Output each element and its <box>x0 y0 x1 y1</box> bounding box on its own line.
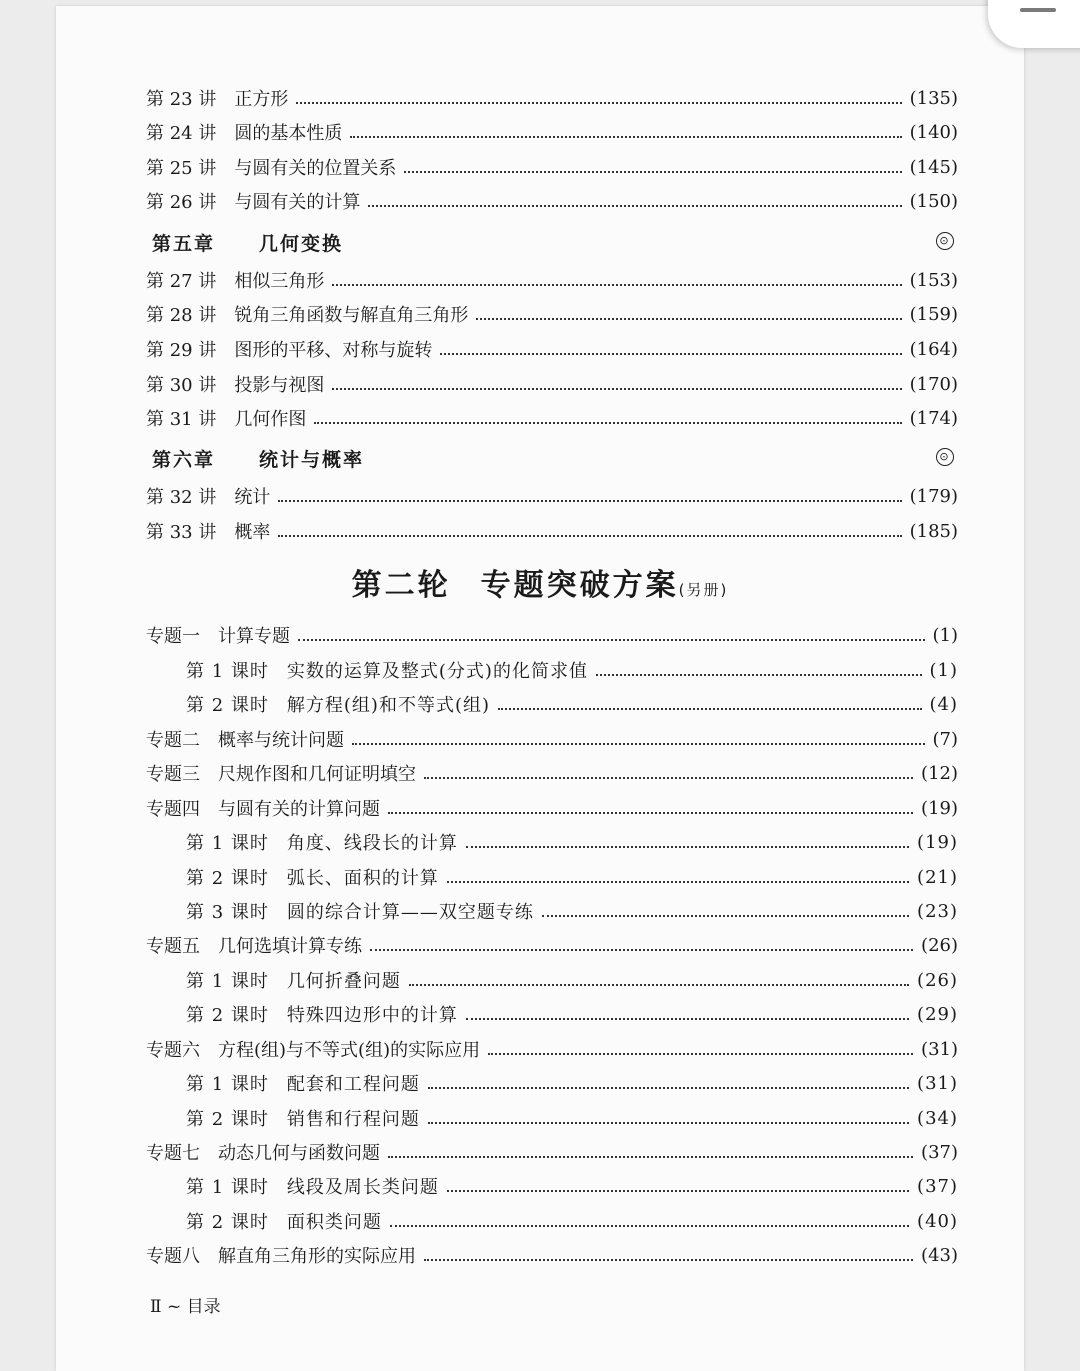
toc-entry[interactable]: 第 26 讲 与圆有关的计算 (150) <box>146 190 958 213</box>
dot-leader <box>390 1225 909 1227</box>
dot-leader <box>332 388 901 390</box>
toc-topic[interactable]: 专题五 几何选填计算专练 (26) <box>146 934 958 957</box>
dot-leader <box>368 205 901 207</box>
dot-leader <box>498 708 922 710</box>
toc-subentry[interactable]: 第 2 课时 弧长、面积的计算 (21) <box>186 866 958 889</box>
toc-entry[interactable]: 第 30 讲 投影与视图 (170) <box>146 373 958 396</box>
dot-leader <box>447 1190 909 1192</box>
dot-leader <box>428 1122 909 1124</box>
dot-leader <box>476 318 901 320</box>
toc-entry[interactable]: 第 31 讲 几何作图 (174) <box>146 407 958 430</box>
dot-leader <box>388 1156 913 1158</box>
toc-topic[interactable]: 专题一 计算专题 (1) <box>146 624 958 647</box>
page-footer: Ⅱ ~ 目录 <box>150 1297 221 1317</box>
toc-subentry[interactable]: 第 3 课时 圆的综合计算——双空题专练 (23) <box>186 900 958 923</box>
dot-leader <box>350 136 901 138</box>
dot-leader <box>424 777 913 779</box>
dot-leader <box>488 1053 913 1055</box>
toc-topic[interactable]: 专题七 动态几何与函数问题 (37) <box>146 1141 958 1164</box>
dot-leader <box>352 743 925 745</box>
dot-leader <box>404 171 901 173</box>
toc-subentry[interactable]: 第 1 课时 实数的运算及整式(分式)的化简求值 (1) <box>186 659 958 682</box>
dot-leader <box>424 1259 913 1261</box>
toc-entry[interactable]: 第 28 讲 锐角三角函数与解直角三角形 (159) <box>146 303 958 326</box>
menu-icon <box>1020 8 1056 12</box>
dot-leader <box>428 1087 909 1089</box>
toc-topic[interactable]: 专题四 与圆有关的计算问题 (19) <box>146 797 958 820</box>
toc-entry[interactable]: 第 23 讲 正方形 (135) <box>146 87 958 110</box>
dot-leader <box>440 353 901 355</box>
toc-topic[interactable]: 专题二 概率与统计问题 (7) <box>146 728 958 751</box>
toc-entry[interactable]: 第 29 讲 图形的平移、对称与旋转 (164) <box>146 338 958 361</box>
toc-subentry[interactable]: 第 1 课时 角度、线段长的计算 (19) <box>186 831 958 854</box>
dot-leader <box>409 984 909 986</box>
dot-leader <box>466 1018 909 1020</box>
chapter-badge-icon: ⊙ <box>936 232 954 250</box>
dot-leader <box>388 812 913 814</box>
menu-button[interactable] <box>988 0 1080 48</box>
dot-leader <box>296 102 901 104</box>
toc-subentry[interactable]: 第 2 课时 销售和行程问题 (34) <box>186 1107 958 1130</box>
section-heading: 第二轮 专题突破方案(另册) <box>351 568 729 603</box>
dot-leader <box>278 535 901 537</box>
toc-subentry[interactable]: 第 2 课时 解方程(组)和不等式(组) (4) <box>186 693 958 716</box>
toc-subentry[interactable]: 第 1 课时 线段及周长类问题 (37) <box>186 1175 958 1198</box>
dot-leader <box>332 284 901 286</box>
chapter-heading: 第五章 几何变换 ⊙ <box>152 225 952 259</box>
toc-entry[interactable]: 第 24 讲 圆的基本性质 (140) <box>146 121 958 144</box>
toc-topic[interactable]: 专题八 解直角三角形的实际应用 (43) <box>146 1244 958 1267</box>
dot-leader <box>314 422 901 424</box>
dot-leader <box>370 949 913 951</box>
dot-leader <box>466 846 909 848</box>
chapter-heading: 第六章 统计与概率 ⊙ <box>152 441 952 475</box>
toc-topic[interactable]: 专题六 方程(组)与不等式(组)的实际应用 (31) <box>146 1038 958 1061</box>
toc-entry[interactable]: 第 27 讲 相似三角形 (153) <box>146 269 958 292</box>
toc-subentry[interactable]: 第 2 课时 特殊四边形中的计算 (29) <box>186 1003 958 1026</box>
toc-subentry[interactable]: 第 1 课时 几何折叠问题 (26) <box>186 969 958 992</box>
toc-entry[interactable]: 第 32 讲 统计 (179) <box>146 485 958 508</box>
dot-leader <box>298 639 925 641</box>
toc-entry[interactable]: 第 25 讲 与圆有关的位置关系 (145) <box>146 156 958 179</box>
dot-leader <box>596 674 922 676</box>
toc-entry[interactable]: 第 33 讲 概率 (185) <box>146 520 958 543</box>
toc-subentry[interactable]: 第 1 课时 配套和工程问题 (31) <box>186 1072 958 1095</box>
toc-subentry[interactable]: 第 2 课时 面积类问题 (40) <box>186 1210 958 1233</box>
dot-leader <box>278 500 901 502</box>
toc-topic[interactable]: 专题三 尺规作图和几何证明填空 (12) <box>146 762 958 785</box>
dot-leader <box>447 881 909 883</box>
dot-leader <box>542 915 909 917</box>
chapter-badge-icon: ⊙ <box>936 448 954 466</box>
